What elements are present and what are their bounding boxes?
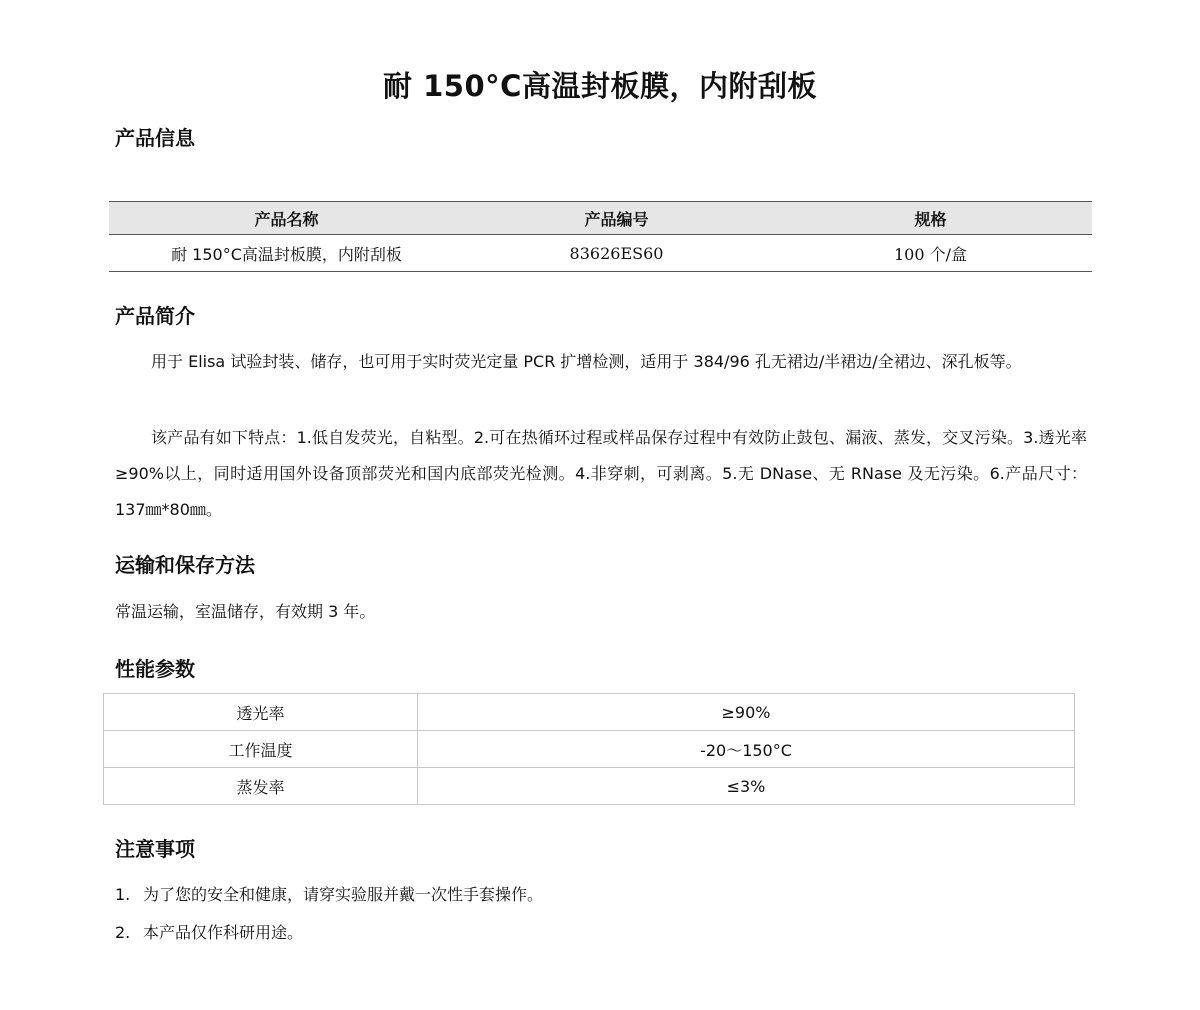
header-product-name: 产品名称 — [109, 202, 464, 235]
product-info-table — [109, 201, 1092, 272]
heading-notes: 注意事项 — [115, 837, 195, 861]
table-row — [104, 768, 1075, 805]
intro-paragraph-2: 该产品有如下特点：1.低自发荧光，自粘型。2.可在热循环过程或样品保存过程中有效防止鼓包、漏液、蒸发，交叉污染。3.透光率≥90%以上，同时适用国外设备顶部荧光和国内底部荧光检测。4.非穿刺，可剥离。5.无 DNase、无 RNase 及无污染。6.产品尺寸：137㎜*80㎜。 — [115, 428, 1087, 519]
param-name: 蒸发率 — [104, 768, 418, 805]
table-row — [109, 235, 1092, 272]
performance-table — [103, 693, 1075, 805]
param-value: ≤3% — [418, 768, 1075, 805]
list-item-number: 2. — [115, 923, 131, 942]
param-value: -20～150°C — [418, 731, 1075, 768]
heading-shipping-storage: 运输和保存方法 — [115, 553, 255, 577]
table-header-row — [109, 202, 1092, 235]
list-item — [115, 914, 543, 952]
header-product-code: 产品编号 — [464, 202, 769, 235]
list-item-number: 1. — [115, 885, 131, 904]
param-value: ≥90% — [418, 694, 1075, 731]
list-item-text: 本产品仅作科研用途。 — [143, 923, 304, 942]
list-item-text: 为了您的安全和健康，请穿实验服并戴一次性手套操作。 — [143, 885, 544, 904]
cell-spec: 100 个/盒 — [769, 235, 1092, 272]
shipping-text: 常温运输，室温储存，有效期 3 年。 — [115, 602, 376, 621]
cell-product-code: 83626ES60 — [464, 235, 769, 272]
intro-paragraph-1: 用于 Elisa 试验封装、储存，也可用于实时荧光定量 PCR 扩增检测，适用于 384/96 孔无裙边/半裙边/全裙边、深孔板等。 — [151, 352, 1022, 371]
table-row — [104, 731, 1075, 768]
param-name: 工作温度 — [104, 731, 418, 768]
heading-performance: 性能参数 — [115, 657, 195, 681]
table-row — [104, 694, 1075, 731]
document-title: 耐 150°C高温封板膜，内附刮板 — [383, 69, 817, 103]
notes-list — [115, 876, 543, 952]
cell-product-name: 耐 150°C高温封板膜，内附刮板 — [109, 235, 464, 272]
heading-product-intro: 产品简介 — [115, 304, 195, 328]
heading-product-info: 产品信息 — [115, 126, 195, 150]
list-item — [115, 876, 543, 914]
param-name: 透光率 — [104, 694, 418, 731]
header-spec: 规格 — [769, 202, 1092, 235]
